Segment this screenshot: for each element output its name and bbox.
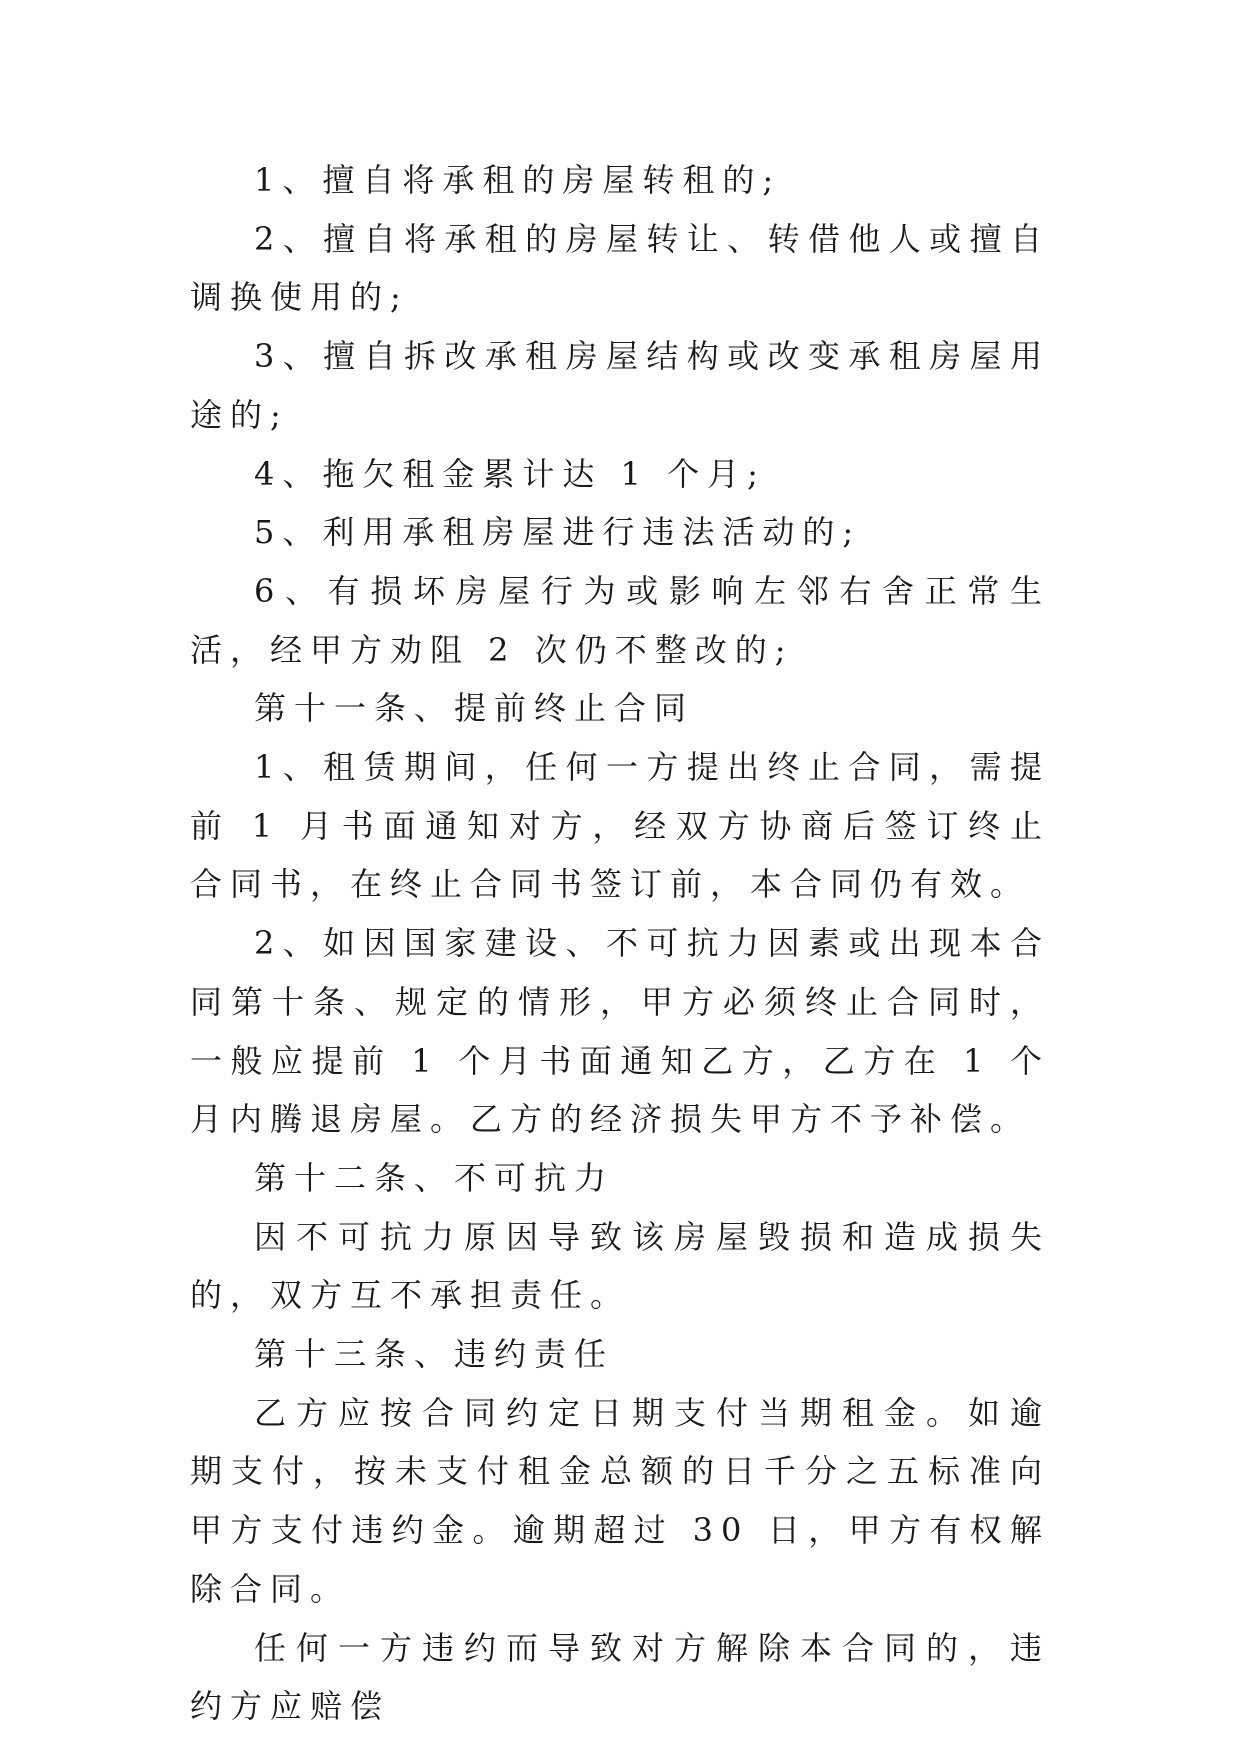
- paragraph-article-11-item-1: 1、租赁期间，任何一方提出终止合同，需提前 1 月书面通知对方，经双方协商后签订终止合同书，在终止合同书签订前，本合同仍有效。: [190, 748, 1050, 904]
- paragraph-article-11-item-2: 2、如因国家建设、不可抗力因素或出现本合同第十条、规定的情形，甲方必须终止合同时，一般应提前 1 个月书面通知乙方，乙方在 1 个月内腾退房屋。乙方的经济损失甲方不予补偿。: [190, 924, 1050, 1139]
- paragraph-clause-1: 1、擅自将承租的房屋转租的;: [254, 161, 782, 199]
- section-heading-article-13: 第十三条、违约责任: [254, 1335, 615, 1374]
- section-heading-article-12: 第十二条、不可抗力: [254, 1158, 615, 1197]
- paragraph-clause-2: 2、擅自将承租的房屋转让、转借他人或擅自调换使用的;: [190, 219, 1050, 317]
- paragraph-clause-4: 4、拖欠租金累计达 1 个月;: [254, 454, 766, 493]
- paragraph-clause-6: 6、有损坏房屋行为或影响左邻右舍正常生活，经甲方劝阻 2 次仍不整改的;: [190, 571, 1050, 669]
- paragraph-clause-3: 3、擅自拆改承租房屋结构或改变承租房屋用途的;: [190, 337, 1050, 434]
- paragraph-article-12: 因不可抗力原因导致该房屋毁损和造成损失的，双方互不承担责任。: [190, 1217, 1050, 1315]
- paragraph-article-13-item-1: 乙方应按合同约定日期支付当期租金。如逾期支付，按未支付租金总额的日千分之五标准向甲方支付违约金。逾期超过 30 日，甲方有权解除合同。: [190, 1393, 1050, 1608]
- paragraph-article-13-item-2: 任何一方违约而导致对方解除本合同的，违约方应赔偿: [190, 1628, 1050, 1726]
- document-page: [190, 151, 1050, 1736]
- paragraph-clause-5: 5、利用承租房屋进行违法活动的;: [254, 513, 862, 552]
- section-heading-article-11: 第十一条、提前终止合同: [254, 689, 695, 728]
